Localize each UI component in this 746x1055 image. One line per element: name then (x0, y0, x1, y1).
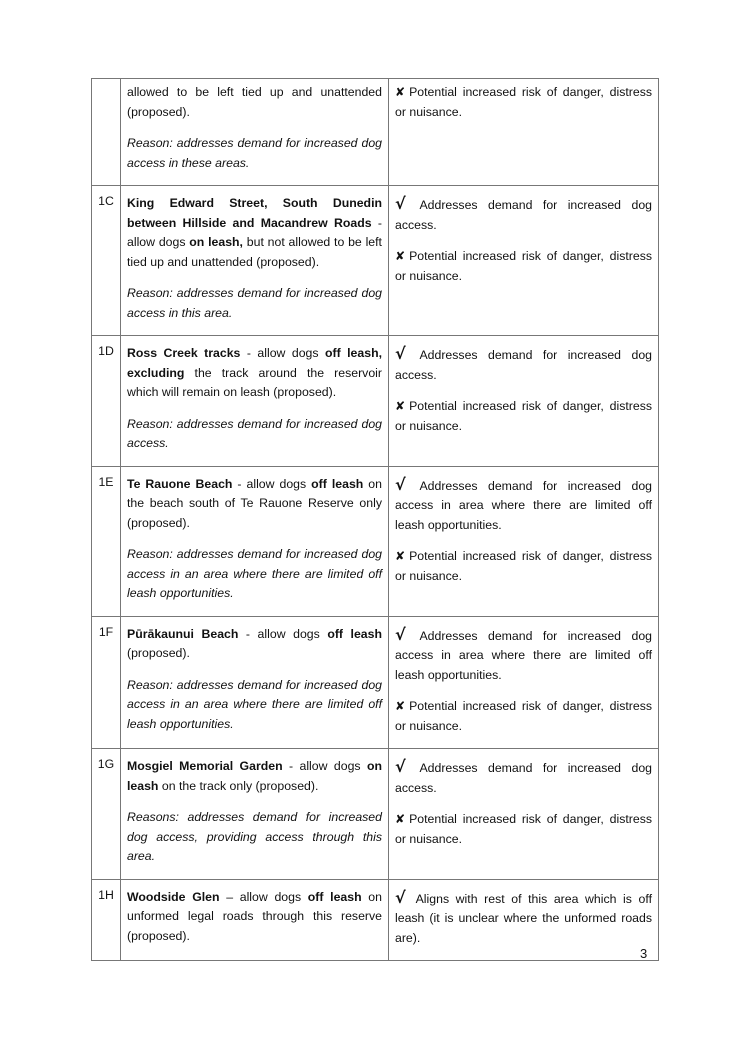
effect-text: Addresses demand for increased dog access in area where there are limited off leash opportunities. (395, 478, 652, 532)
row-code: 1F (92, 616, 121, 749)
effect-text: Addresses demand for increased dog access. (395, 348, 652, 382)
proposal-reason: Reasons: addresses demand for increased dog access, providing access through this area. (127, 810, 382, 863)
check-icon: √ (395, 624, 406, 644)
proposal-segment: (proposed). (127, 646, 190, 660)
table-row (92, 336, 659, 467)
proposal-text (127, 344, 382, 403)
check-icon: √ (395, 474, 406, 494)
risk-item (395, 810, 652, 849)
benefit-item (395, 344, 652, 385)
proposals-table (91, 78, 659, 961)
cross-icon: ✘ (395, 249, 406, 263)
effects-cell (389, 466, 659, 616)
proposal-segment: - allow dogs (238, 626, 328, 641)
proposal-text (127, 757, 382, 796)
proposal-segment: allowed to be left tied up and unattended (proposed). (127, 85, 382, 119)
proposal-bold-segment: King Edward Street, South Dunedin between Hillside and Macandrew Roads (127, 196, 382, 230)
proposal-segment: on unformed legal roads through this reserve (proposed). (127, 889, 382, 943)
proposal-bold-segment: Woodside Glen (127, 889, 220, 904)
risk-item (395, 547, 652, 586)
row-code: 1H (92, 879, 121, 961)
proposal-cell (121, 879, 389, 961)
proposal-segment: on the track only (proposed). (158, 778, 319, 793)
effects-cell (389, 749, 659, 880)
proposal-bold-segment: Ross Creek tracks (127, 346, 241, 360)
proposal-cell (121, 186, 389, 336)
proposal-text (127, 194, 382, 272)
proposal-segment: - allow dogs (232, 476, 312, 491)
proposal-reason: Reason: addresses demand for increased dog access in an area where there are limited off leash opportunities. (127, 547, 382, 600)
row-code (92, 79, 121, 186)
check-icon: √ (395, 344, 406, 363)
cross-icon: ✘ (395, 549, 406, 563)
proposal-segment: but not allowed to be left tied up and unattended (proposed). (127, 235, 382, 269)
effects-cell (389, 336, 659, 467)
proposal-cell (121, 466, 389, 616)
proposal-text (127, 888, 382, 947)
proposal-cell (121, 749, 389, 880)
table-row (92, 466, 659, 616)
effect-text: Potential increased risk of danger, distress or nuisance. (395, 549, 652, 583)
benefit-item (395, 888, 652, 949)
proposal-segment: - allow dogs (282, 759, 367, 773)
cross-icon: ✘ (395, 399, 406, 413)
risk-item (395, 397, 652, 436)
proposal-segment: - allow dogs (127, 215, 382, 249)
effects-cell (389, 879, 659, 961)
effect-text: Addresses demand for increased dog access. (395, 198, 652, 232)
benefit-item (395, 757, 652, 798)
table-row (92, 616, 659, 749)
proposal-bold-segment: off leash (307, 889, 362, 904)
effect-text: Addresses demand for increased dog access. (395, 761, 652, 795)
proposal-bold-segment: Mosgiel Memorial Garden (127, 759, 283, 773)
page-number: 3 (640, 946, 648, 961)
proposal-segment: - allow dogs (240, 346, 325, 360)
cross-icon: ✘ (395, 812, 406, 826)
table-row (92, 879, 659, 961)
proposal-bold-segment: on leash (127, 759, 382, 793)
proposal-text (127, 83, 382, 122)
cross-icon: ✘ (395, 699, 406, 713)
proposal-segment: on the beach south of Te Rauone Reserve only (proposed). (127, 476, 382, 530)
benefit-item (395, 194, 652, 235)
proposal-bold-segment: off leash (327, 626, 382, 641)
risk-item (395, 83, 652, 122)
row-code: 1G (92, 749, 121, 880)
check-icon: √ (395, 194, 406, 213)
risk-item (395, 247, 652, 286)
row-code: 1E (92, 466, 121, 616)
proposal-cell (121, 616, 389, 749)
table-row (92, 749, 659, 880)
effect-text: Potential increased risk of danger, distress or nuisance. (395, 812, 652, 846)
proposal-reason: Reason: addresses demand for increased dog access in this area. (127, 286, 382, 320)
effect-text: Potential increased risk of danger, distress or nuisance. (395, 699, 652, 733)
risk-item (395, 697, 652, 736)
proposal-cell (121, 336, 389, 467)
proposal-text (127, 625, 382, 664)
effect-text: Potential increased risk of danger, distress or nuisance. (395, 249, 652, 283)
proposal-segment: the track around the reservoir which will remain on leash (proposed). (127, 365, 382, 399)
proposal-segment: – allow dogs (219, 889, 308, 904)
effect-text: Potential increased risk of danger, distress or nuisance. (395, 85, 652, 119)
effect-text: Aligns with rest of this area which is off leash (it is unclear where the unformed roads are). (395, 891, 652, 945)
proposal-bold-segment: Te Rauone Beach (127, 476, 233, 491)
proposal-reason: Reason: addresses demand for increased dog access in these areas. (127, 136, 382, 170)
check-icon: √ (395, 757, 406, 776)
proposal-bold-segment: off leash, excluding (127, 346, 382, 380)
effects-cell (389, 616, 659, 749)
proposal-reason: Reason: addresses demand for increased dog access. (127, 416, 382, 450)
table-row (92, 79, 659, 186)
proposal-reason: Reason: addresses demand for increased dog access in an area where there are limited off leash opportunities. (127, 677, 382, 731)
cross-icon: ✘ (395, 85, 406, 99)
check-icon: √ (395, 887, 406, 907)
table-row (92, 186, 659, 336)
proposal-bold-segment: Pūrākaunui Beach (127, 626, 239, 641)
proposals-table-body (92, 79, 659, 961)
proposal-bold-segment: off leash (311, 476, 364, 491)
proposal-cell (121, 79, 389, 186)
effects-cell (389, 186, 659, 336)
benefit-item (395, 625, 652, 686)
proposal-bold-segment: on leash, (189, 235, 243, 249)
effects-cell (389, 79, 659, 186)
proposal-text (127, 475, 382, 534)
document-page (91, 78, 658, 961)
row-code: 1D (92, 336, 121, 467)
row-code: 1C (92, 186, 121, 336)
effect-text: Potential increased risk of danger, distress or nuisance. (395, 399, 652, 433)
benefit-item (395, 475, 652, 536)
effect-text: Addresses demand for increased dog access in area where there are limited off leash opportunities. (395, 628, 652, 682)
